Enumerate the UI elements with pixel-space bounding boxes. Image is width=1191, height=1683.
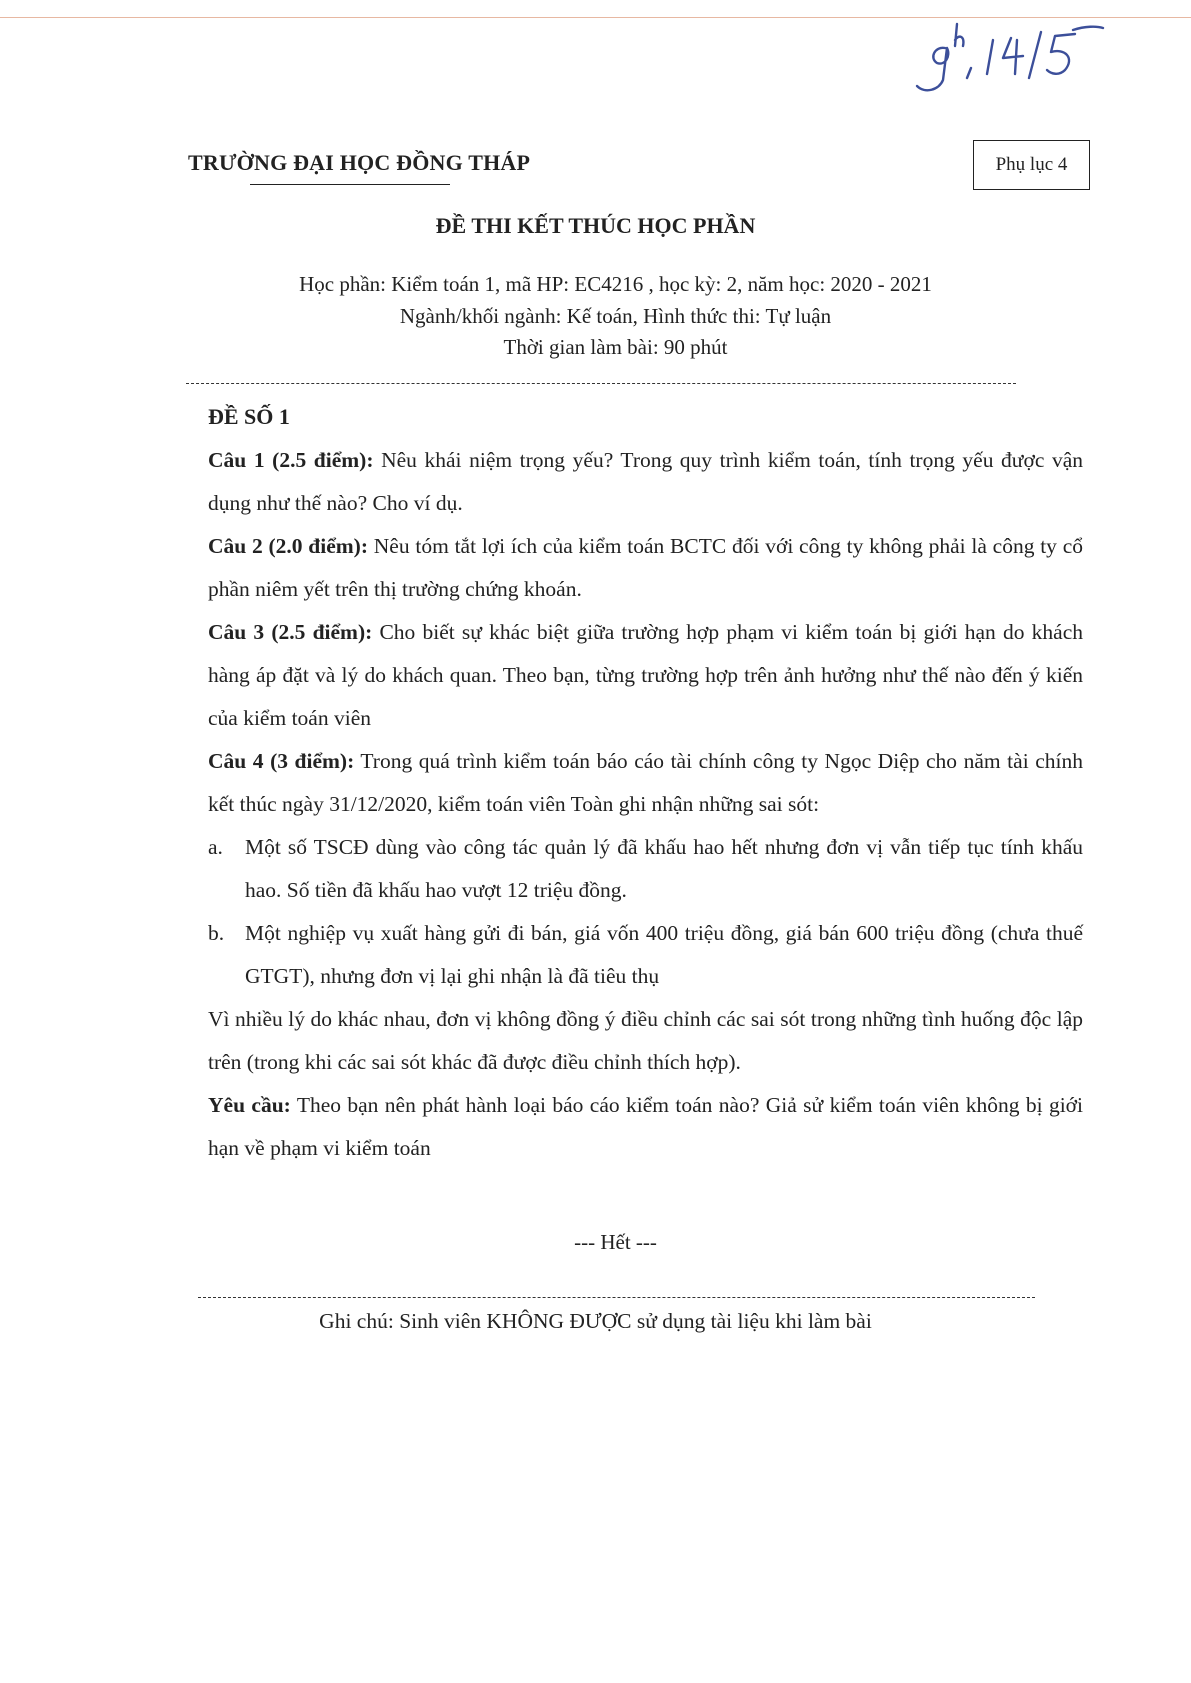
duration-info: Thời gian làm bài: 90 phút <box>503 335 728 359</box>
question-1-label: Câu 1 (2.5 điểm): <box>208 448 374 472</box>
requirement <box>208 1084 1083 1170</box>
question-2-text: Nêu tóm tắt lợi ích của kiểm toán BCTC đối với công ty không phải là công ty cổ phần niêm yết trên thị trường chứng khoán. <box>208 534 1083 601</box>
list-item-text: Một nghiệp vụ xuất hàng gửi đi bán, giá vốn 400 triệu đồng, giá bán 600 triệu đồng (chưa thuế GTGT), nhưng đơn vị lại ghi nhận là đã tiêu thụ <box>245 921 1083 988</box>
footer-divider <box>198 1297 1035 1298</box>
requirement-text: Theo bạn nên phát hành loại báo cáo kiểm toán nào? Giả sử kiểm toán viên không bị giới hạn về phạm vi kiểm toán <box>208 1093 1084 1160</box>
handwritten-mark <box>905 18 1105 108</box>
question-4-text: Trong quá trình kiểm toán báo cáo tài chính công ty Ngọc Diệp cho năm tài chính kết thúc ngày 31/12/2020, kiểm toán viên Toàn ghi nhận những sai sót: <box>208 749 1083 816</box>
exam-title: ĐỀ THI KẾT THÚC HỌC PHẦN <box>435 213 756 238</box>
question-4 <box>208 740 1083 826</box>
course-info: Học phần: Kiểm toán 1, mã HP: EC4216 , học kỳ: 2, năm học: 2020 - 2021 <box>299 272 932 296</box>
list-item <box>208 826 1083 912</box>
question-1-text: Nêu khái niệm trọng yếu? Trong quy trình kiểm toán, tính trọng yếu được vận dụng như thế nào? Cho ví dụ. <box>208 448 1083 515</box>
list-item-marker: a. <box>208 835 223 859</box>
major-info: Ngành/khối ngành: Kế toán, Hình thức thi: Tự luận <box>399 304 832 328</box>
header-divider <box>186 383 1016 384</box>
question-4-label: Câu 4 (3 điểm): <box>208 749 355 773</box>
exam-code: ĐỀ SỐ 1 <box>208 404 290 429</box>
list-item-text: Một số TSCĐ dùng vào công tác quản lý đã khấu hao hết nhưng đơn vị vẫn tiếp tục tính khấu hao. Số tiền đã khấu hao vượt 12 triệu đồng. <box>245 835 1083 902</box>
question-1 <box>208 439 1083 525</box>
question-3-text: Cho biết sự khác biệt giữa trường hợp phạm vi kiểm toán bị giới hạn do khách hàng áp đặt và lý do khách quan. Theo bạn, từng trường hợp trên ảnh hưởng như thế nào đến ý kiến của kiểm toán viên <box>208 620 1083 730</box>
university-underline <box>250 184 450 185</box>
question-2 <box>208 525 1083 611</box>
question-3-label: Câu 3 (2.5 điểm): <box>208 620 373 644</box>
end-mark: --- Hết --- <box>574 1230 657 1254</box>
footer-note: Ghi chú: Sinh viên KHÔNG ĐƯỢC sử dụng tài liệu khi làm bài <box>319 1309 872 1333</box>
question-4-context: Vì nhiều lý do khác nhau, đơn vị không đồng ý điều chỉnh các sai sót trong những tình huống độc lập trên (trong khi các sai sót khác đã được điều chỉnh thích hợp). <box>208 1007 1083 1074</box>
exam-content <box>208 395 1083 1170</box>
question-2-label: Câu 2 (2.0 điểm): <box>208 534 369 558</box>
university-name: TRƯỜNG ĐẠI HỌC ĐỒNG THÁP <box>188 150 531 175</box>
list-item-marker: b. <box>208 921 225 945</box>
requirement-label: Yêu cầu: <box>208 1093 291 1117</box>
question-3 <box>208 611 1083 740</box>
appendix-label: Phụ lục 4 <box>973 140 1090 190</box>
list-item <box>208 912 1083 998</box>
